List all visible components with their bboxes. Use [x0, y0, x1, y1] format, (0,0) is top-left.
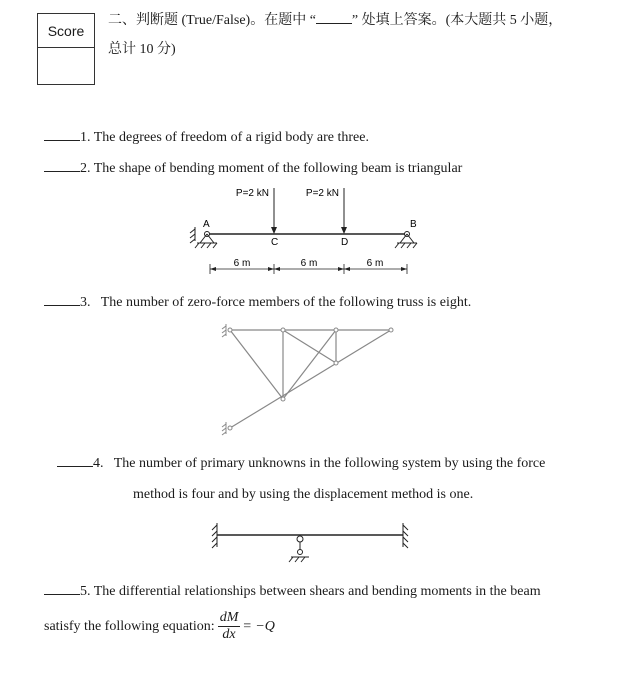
question-4-text-line1: The number of primary unknowns in the following system by using the force: [113, 456, 546, 471]
equation-denominator: dx: [222, 627, 236, 642]
load-arrowhead-right: [341, 227, 347, 234]
question-3-text: The number of zero-force members of the following truss is eight.: [100, 295, 472, 310]
point-b-label: B: [410, 219, 417, 230]
question-5-line2: [44, 610, 275, 643]
point-d-label: D: [341, 237, 349, 248]
equation-numerator: dM: [219, 610, 239, 625]
point-c-label: C: [271, 237, 279, 248]
question-5: [44, 583, 541, 600]
question-5-text-line2: satisfy the following equation:: [44, 618, 215, 634]
truss-member-left-diagonal: [230, 330, 283, 399]
truss-support-bottom: [222, 422, 226, 435]
score-box: [37, 13, 95, 85]
span-label-3: 6 m: [366, 258, 384, 269]
question-5-text-line1: The differential relationships between shears and bending moments in the beam: [93, 584, 541, 599]
equation-rhs: = −Q: [242, 618, 275, 634]
answer-blank-4[interactable]: [57, 455, 93, 467]
section-title-post: ” 处填上答案。(本大题共 5 小题，: [351, 13, 563, 28]
question-4-text-line2: method is four and by using the displacement method is one.: [133, 487, 474, 502]
span-label-1: 6 m: [233, 258, 251, 269]
truss-support-top: [222, 324, 226, 337]
fixed-support-right: [403, 523, 408, 548]
pin-support-middle: [289, 536, 309, 562]
load-label-left: P=2 kN: [235, 188, 269, 199]
truss-diagram: [218, 318, 408, 443]
title-blank: [316, 12, 352, 24]
truss-member-diagonal-2: [283, 330, 336, 399]
truss-member-diagonal-1: [283, 330, 336, 363]
question-1-text: The degrees of freedom of a rigid body are three.: [93, 130, 369, 145]
equation-fraction: [218, 610, 241, 643]
question-3-number: 3.: [80, 295, 91, 310]
question-3: [44, 294, 471, 311]
score-label: Score: [38, 14, 94, 48]
question-4: [57, 455, 545, 472]
load-label-right: P=2 kN: [305, 188, 339, 199]
question-2: [44, 160, 462, 177]
question-4-number: 4.: [93, 456, 104, 471]
answer-blank-3[interactable]: [44, 294, 80, 306]
question-5-number: 5.: [80, 584, 91, 599]
question-1-number: 1.: [80, 130, 91, 145]
question-2-text: The shape of bending moment of the following beam is triangular: [93, 161, 463, 176]
support-a: [190, 227, 217, 248]
answer-blank-2[interactable]: [44, 160, 80, 172]
beam-diagram: [185, 183, 425, 283]
answer-blank-1[interactable]: [44, 129, 80, 141]
section-title-line2: 总计 10 分): [108, 42, 176, 57]
section-title-pre: 二、判断题 (True/False)。在题中 “: [108, 13, 316, 28]
question-1: [44, 129, 369, 146]
frame-diagram: [205, 517, 415, 567]
fixed-support-left: [212, 523, 217, 548]
answer-blank-5[interactable]: [44, 583, 80, 595]
point-a-label: A: [203, 219, 210, 230]
truss-bottom-chord: [230, 330, 391, 428]
section-title-line1: [108, 12, 562, 29]
span-label-2: 6 m: [300, 258, 318, 269]
load-arrowhead-left: [271, 227, 277, 234]
question-2-number: 2.: [80, 161, 91, 176]
